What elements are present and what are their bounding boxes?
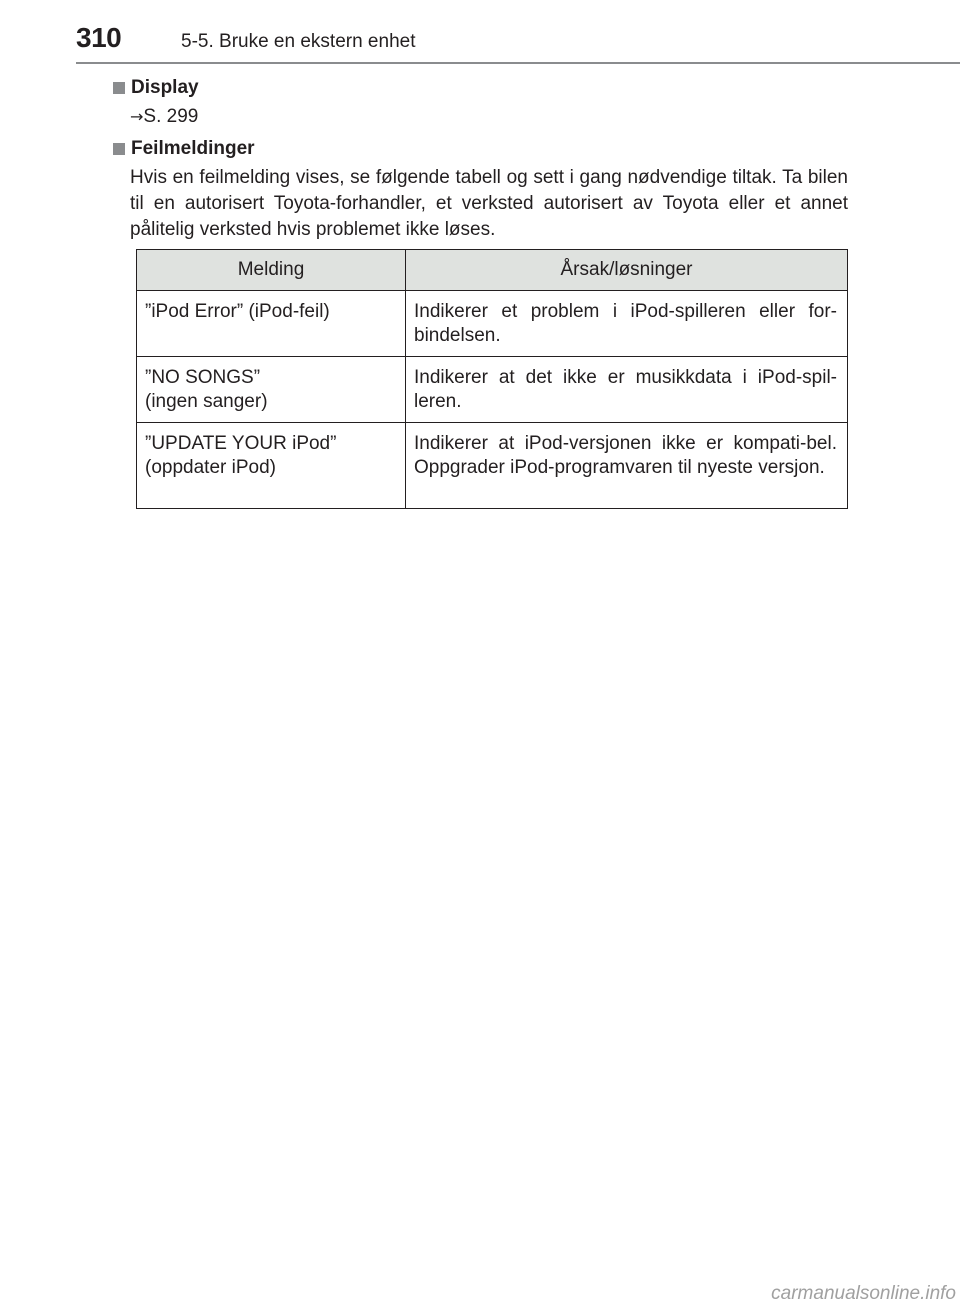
message-text: ”NO SONGS” bbox=[145, 367, 261, 388]
main-content bbox=[113, 74, 848, 243]
square-bullet-icon bbox=[113, 143, 125, 155]
cause-cell: Indikerer at iPod-versjonen ikke er kompati-bel. Oppgrader iPod-programvaren til nyeste versjon. bbox=[406, 423, 848, 509]
display-heading-text: Display bbox=[131, 77, 199, 98]
message-cell bbox=[137, 423, 406, 509]
square-bullet-icon bbox=[113, 82, 125, 94]
display-heading bbox=[113, 74, 848, 102]
page-header bbox=[0, 0, 960, 64]
section-title: 5-5. Bruke en ekstern enhet bbox=[181, 31, 416, 52]
page-reference bbox=[130, 102, 848, 132]
arrow-right-icon: → bbox=[130, 107, 144, 126]
cause-cell: Indikerer at det ikke er musikkdata i iPod-spil-leren. bbox=[406, 357, 848, 423]
errors-heading-text: Feilmeldinger bbox=[131, 138, 255, 159]
page-reference-text: S. 299 bbox=[143, 106, 199, 127]
errors-paragraph: Hvis en feilmelding vises, se følgende tabell og sett i gang nødvendige tiltak. Ta bilen til en autorisert Toyota-forhandler, et verksted autorisert av Toyota eller et annet pålitelig verksted hvis problemet ikke løses. bbox=[130, 167, 848, 240]
errors-heading bbox=[113, 135, 848, 163]
page-number: 310 bbox=[76, 22, 122, 53]
message-cell bbox=[137, 357, 406, 423]
table-row bbox=[137, 291, 848, 357]
watermark: carmanualsonline.info bbox=[771, 1283, 956, 1304]
message-text: ”UPDATE YOUR iPod” bbox=[145, 433, 337, 454]
message-translation: (oppdater iPod) bbox=[145, 457, 276, 478]
table-header-row bbox=[137, 250, 848, 291]
table-row bbox=[137, 423, 848, 509]
cause-cell: Indikerer et problem i iPod-spilleren eller for-bindelsen. bbox=[406, 291, 848, 357]
message-cell bbox=[137, 291, 406, 357]
table-row bbox=[137, 357, 848, 423]
message-translation: (ingen sanger) bbox=[145, 391, 268, 412]
column-header-cause: Årsak/løsninger bbox=[406, 250, 848, 291]
message-text: ”iPod Error” (iPod-feil) bbox=[145, 301, 330, 322]
header-divider bbox=[76, 62, 960, 64]
column-header-message: Melding bbox=[137, 250, 406, 291]
error-message-table bbox=[136, 249, 848, 509]
